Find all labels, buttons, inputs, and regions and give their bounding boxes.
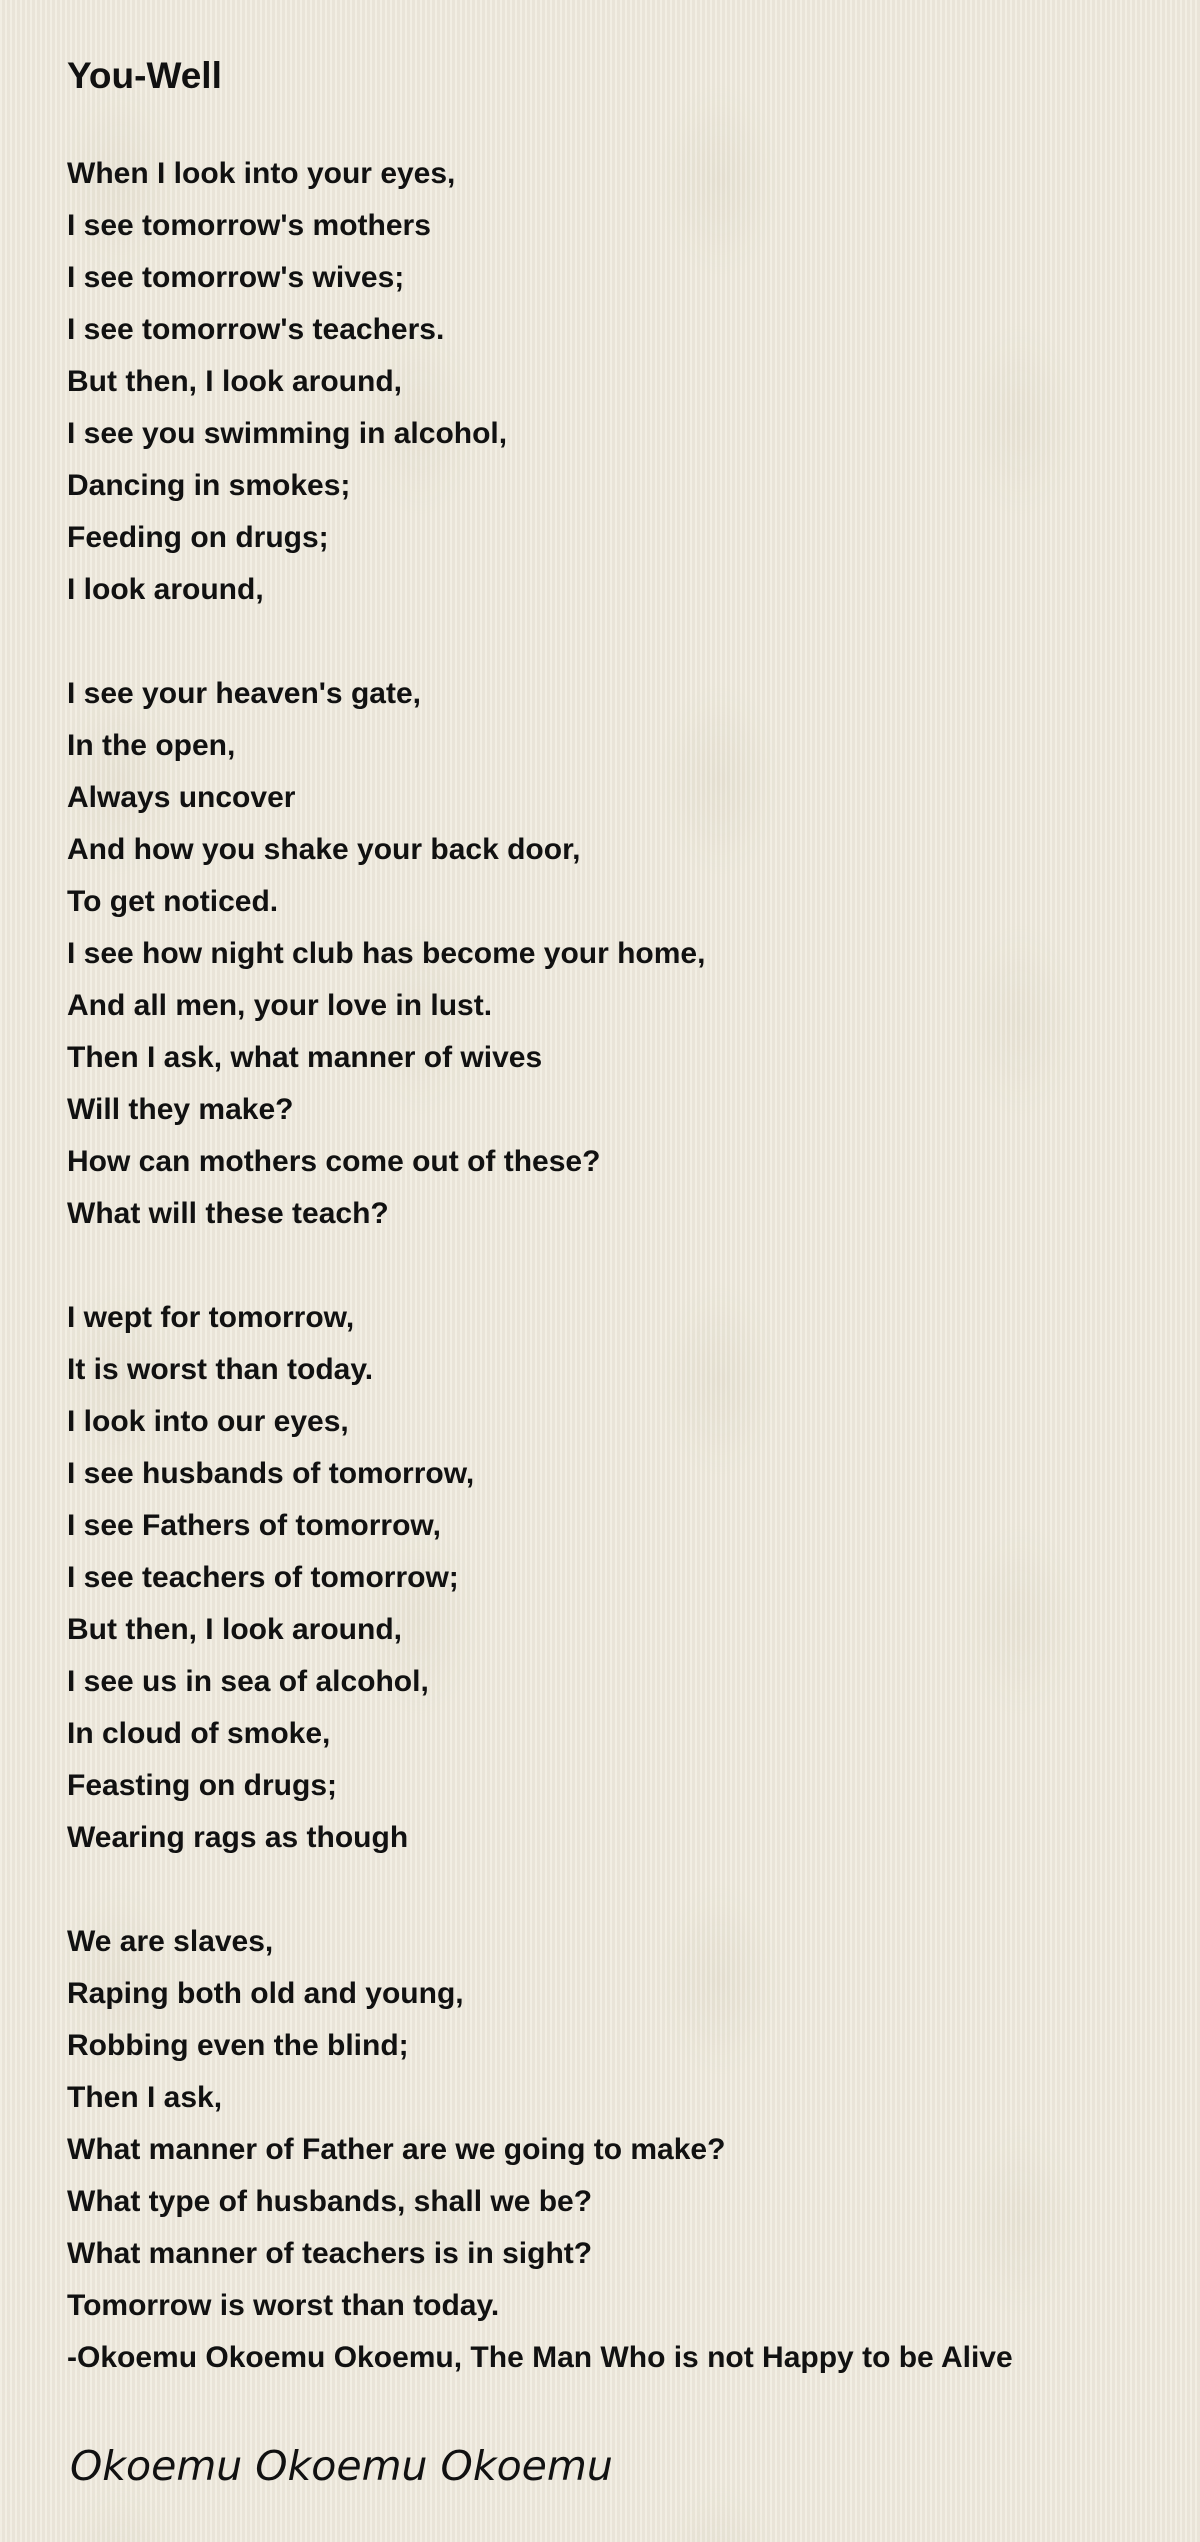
poem-line: I see you swimming in alcohol, (67, 417, 508, 450)
poem-title: You-Well (67, 55, 222, 96)
poem-line: -Okoemu Okoemu Okoemu, The Man Who is not Happy to be Alive (67, 2341, 1013, 2374)
poem-line: But then, I look around, (67, 365, 402, 398)
poem-line: Then I ask, (67, 2081, 223, 2114)
poem-line: I see husbands of tomorrow, (67, 1457, 475, 1490)
poem-line: Will they make? (67, 1093, 294, 1126)
poem-line: What will these teach? (67, 1197, 389, 1230)
poem-line: Always uncover (67, 781, 296, 814)
poem-line: How can mothers come out of these? (67, 1145, 601, 1178)
stanza (67, 1292, 1177, 1864)
poem-line: I see tomorrow's wives; (67, 261, 405, 294)
poem-line: What type of husbands, shall we be? (67, 2185, 593, 2218)
poem-line: What manner of Father are we going to make? (67, 2133, 726, 2166)
stanza-break (67, 1240, 1177, 1292)
poem-line: Robbing even the blind; (67, 2029, 409, 2062)
poem-line: It is worst than today. (67, 1353, 374, 1386)
poem-line: What manner of teachers is in sight? (67, 2237, 593, 2270)
poem-line: I look around, (67, 573, 264, 606)
poem-line: In the open, (67, 729, 236, 762)
poem-line: I see us in sea of alcohol, (67, 1665, 429, 1698)
poem-line: I look into our eyes, (67, 1405, 349, 1438)
poem-line: Feasting on drugs; (67, 1769, 337, 1802)
poem-line: Dancing in smokes; (67, 469, 351, 502)
poem-line: We are slaves, (67, 1925, 274, 1958)
stanza (67, 668, 1177, 1240)
poem-body (67, 148, 1177, 2384)
poem-line: And all men, your love in lust. (67, 989, 493, 1022)
poem-line: Feeding on drugs; (67, 521, 329, 554)
poem-line: I see tomorrow's mothers (67, 209, 431, 242)
poem-line: Raping both old and young, (67, 1977, 464, 2010)
poem-line: To get noticed. (67, 885, 279, 918)
poem-line: I see your heaven's gate, (67, 677, 421, 710)
stanza-break (67, 1864, 1177, 1916)
stanza (67, 148, 1177, 616)
stanza-break (67, 616, 1177, 668)
poem-line: Then I ask, what manner of wives (67, 1041, 543, 1074)
poem-line: I see tomorrow's teachers. (67, 313, 445, 346)
author-signature: Okoemu Okoemu Okoemu (70, 2442, 613, 2490)
poem-line: Wearing rags as though (67, 1821, 409, 1854)
poem-line: I see how night club has become your home, (67, 937, 706, 970)
poem-line: But then, I look around, (67, 1613, 402, 1646)
poem-line: I see Fathers of tomorrow, (67, 1509, 441, 1542)
poem-line: When I look into your eyes, (67, 157, 456, 190)
poem-line: And how you shake your back door, (67, 833, 581, 866)
poem-line: I wept for tomorrow, (67, 1301, 355, 1334)
poem-line: I see teachers of tomorrow; (67, 1561, 459, 1594)
poem-line: In cloud of smoke, (67, 1717, 331, 1750)
poem-line: Tomorrow is worst than today. (67, 2289, 500, 2322)
stanza (67, 1916, 1177, 2384)
